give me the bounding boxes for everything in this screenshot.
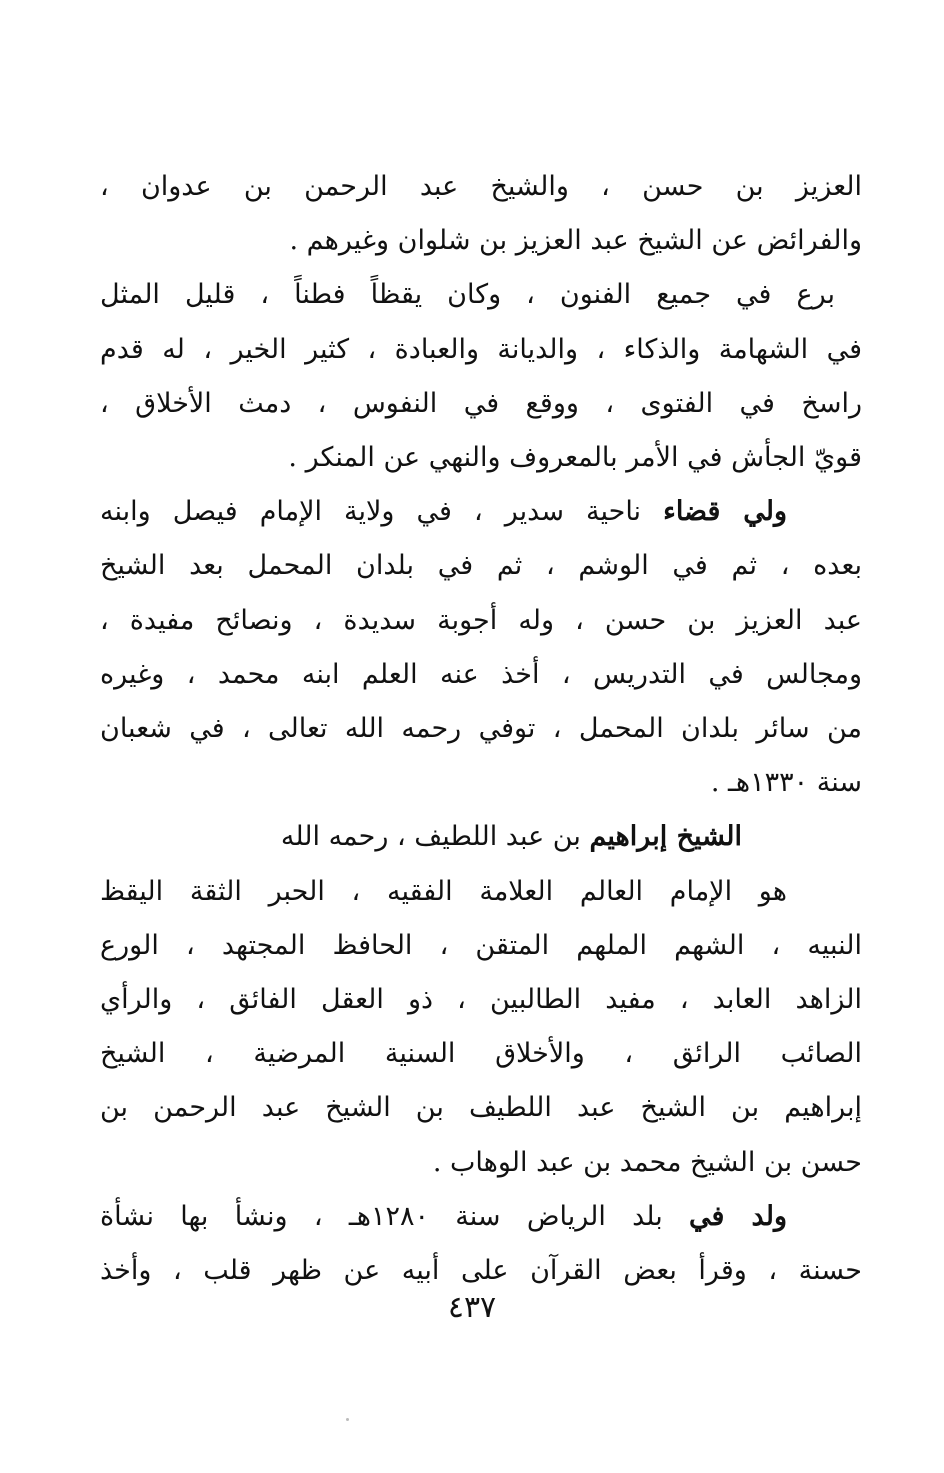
text-line: ومجالس في التدريس ، أخذ عنه العلم ابنه محمد ، وغيره: [100, 658, 862, 690]
text-line: في الشهامة والذكاء ، والديانة والعبادة ، كثير الخير ، له قدم: [100, 333, 862, 365]
text-line: [100, 485, 862, 539]
text-line: والفرائض عن الشيخ عبد العزيز بن شلوان وغيرهم .: [289, 225, 862, 257]
text-line: حسنة ، وقرأ بعض القرآن على أبيه عن ظهر قلب ، وأخذ: [100, 1255, 862, 1287]
heading-bold: الشيخ إبراهيم: [589, 821, 742, 853]
text-line: حسن بن الشيخ محمد بن عبد الوهاب .: [432, 1146, 862, 1178]
text-line: راسخ في الفتوى ، ووقع في النفوس ، دمث الأخلاق ،: [100, 387, 862, 419]
section-heading: [100, 810, 862, 864]
text-line: بعده ، ثم في الوشم ، ثم في بلدان المحمل بعد الشيخ: [100, 550, 862, 582]
page-number: ٤٣٧: [447, 1290, 497, 1325]
text-line: العزيز بن حسن ، والشيخ عبد الرحمن بن عدوان ،: [100, 171, 862, 202]
bold-lead: ولد في: [689, 1200, 787, 1232]
text-line: سنة ١٣٣٠هـ .: [710, 767, 862, 799]
text-line: هو الإمام العالم العلامة الفقيه ، الحبر الثقة اليقظ: [100, 875, 787, 907]
scan-speck: [346, 1418, 349, 1421]
text-line: [100, 1190, 862, 1244]
bold-lead: ولي قضاء: [663, 496, 788, 528]
body-text: [100, 160, 862, 1298]
text-line: من سائر بلدان المحمل ، توفي رحمه الله تعالى ، في شعبان: [100, 713, 862, 745]
text-line: قويّ الجأش في الأمر بالمعروف والنهي عن المنكر .: [288, 442, 862, 474]
text-line: برع في جميع الفنون ، وكان يقظاً فطناً ، قليل المثل: [100, 279, 835, 311]
text-run: بن عبد اللطيف ، رحمه الله: [280, 821, 590, 853]
text-run: بلد الرياض سنة ١٢٨٠هـ ، ونشأ بها نشأة: [100, 1200, 690, 1232]
text-line: النبيه ، الشهم الملهم المتقن ، الحافظ المجتهد ، الورع: [100, 929, 862, 961]
text-line: الزاهد العابد ، مفيد الطالبين ، ذو العقل الفائق ، والرأي: [100, 984, 862, 1016]
text-line: إبراهيم بن الشيخ عبد اللطيف بن الشيخ عبد الرحمن بن: [100, 1092, 862, 1124]
text-run: ناحية سدير ، في ولاية الإمام فيصل وابنه: [100, 496, 664, 528]
text-line: عبد العزيز بن حسن ، وله أجوبة سديدة ، ونصائح مفيدة ،: [100, 604, 862, 636]
text-line: الصائب الرائق ، والأخلاق السنية المرضية ، الشيخ: [100, 1038, 862, 1070]
